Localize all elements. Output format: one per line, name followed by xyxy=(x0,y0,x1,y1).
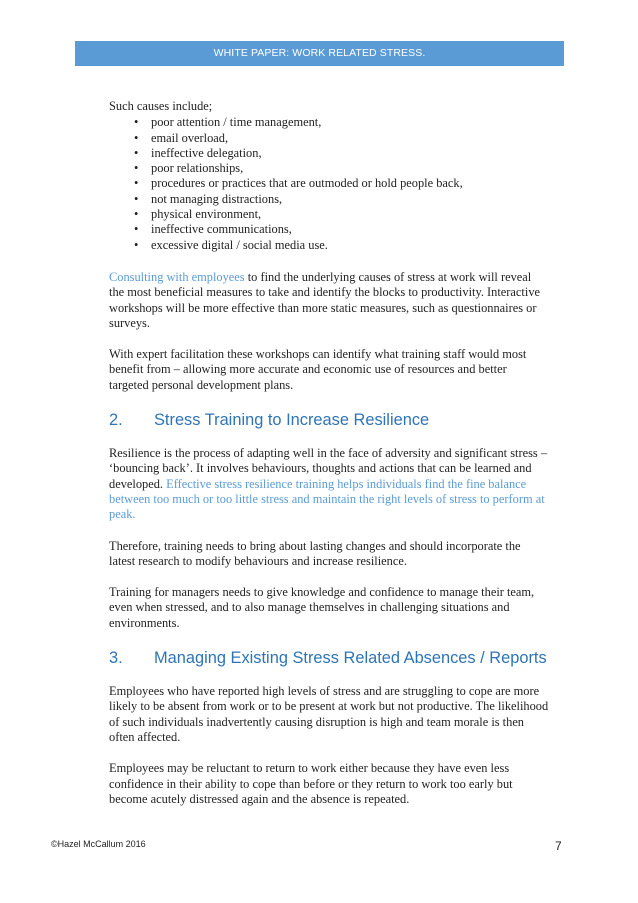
cause-text: physical environment, xyxy=(151,207,262,222)
cause-text: ineffective communications, xyxy=(151,222,292,237)
cause-list-item xyxy=(109,146,549,161)
bullet-icon: • xyxy=(134,115,139,130)
section-2-heading xyxy=(109,410,549,430)
cause-text: email overload, xyxy=(151,130,229,145)
cause-list-item xyxy=(109,238,549,253)
cause-text: excessive digital / social media use. xyxy=(151,237,328,252)
resilience-paragraph xyxy=(109,446,549,522)
consulting-paragraph-text: to find the underlying causes of stress at work will reveal the most beneficial measures to take and identify the blocks to productivity. Interactive workshops will be more effective than more static measures, such as questionnaires or surveys. xyxy=(109,269,541,330)
bullet-icon: • xyxy=(134,176,139,191)
training-changes-paragraph: Therefore, training needs to bring about lasting changes and should incorporate the latest research to modify behaviours and increase resilience. xyxy=(109,538,521,568)
cause-list-item xyxy=(109,222,549,237)
bullet-icon: • xyxy=(134,237,139,252)
section-2-title: Stress Training to Increase Resilience xyxy=(154,411,430,430)
section-3-number: 3. xyxy=(109,649,123,668)
section-3-title: Managing Existing Stress Related Absences / Reports xyxy=(154,649,547,668)
header-title: WHITE PAPER: WORK RELATED STRESS. xyxy=(213,47,426,59)
reluctance-paragraph: Employees may be reluctant to return to work either because they have even less confidence in their ability to cope than before or they return to work too early but become acutely distressed again and the absence is repeated. xyxy=(109,761,513,806)
bullet-icon: • xyxy=(134,130,139,145)
consulting-employees-link[interactable]: Consulting with employees xyxy=(109,269,245,284)
bullet-icon: • xyxy=(134,145,139,160)
footer-copyright: ©Hazel McCallum 2016 xyxy=(51,839,146,849)
absence-paragraph: Employees who have reported high levels of stress and are struggling to cope are more likely to be absent from work or to be present at work but not productive. The likelihood of such individuals inadvertently causing disruption is high and team morale is then often affected. xyxy=(109,684,549,744)
section-2-number: 2. xyxy=(109,411,123,430)
section-3-heading xyxy=(109,648,549,668)
cause-text: ineffective delegation, xyxy=(151,145,262,160)
cause-list-item xyxy=(109,115,549,130)
bullet-icon: • xyxy=(134,161,139,176)
cause-text: not managing distractions, xyxy=(151,191,283,206)
page-body xyxy=(109,99,549,807)
cause-list-item xyxy=(109,192,549,207)
cause-text: poor attention / time management, xyxy=(151,115,322,130)
page-number: 7 xyxy=(555,839,562,853)
cause-list-item xyxy=(109,176,549,191)
cause-list-item xyxy=(109,161,549,176)
facilitation-paragraph: With expert facilitation these workshops can identify what training staff would most benefit from – allowing more accurate and economic use of resources and better targeted personal development plans. xyxy=(109,347,527,392)
causes-intro: Such causes include; xyxy=(109,99,213,113)
header-banner xyxy=(75,41,564,66)
cause-list-item xyxy=(109,207,549,222)
cause-list-item xyxy=(109,131,549,146)
cause-text: procedures or practices that are outmoded or hold people back, xyxy=(151,176,463,191)
bullet-icon: • xyxy=(134,222,139,237)
consulting-paragraph xyxy=(109,270,549,331)
managers-training-paragraph: Training for managers needs to give knowledge and confidence to manage their team, even when stressed, and to also manage themselves in challenging situations and environments. xyxy=(109,585,535,630)
bullet-icon: • xyxy=(134,207,139,222)
cause-text: poor relationships, xyxy=(151,161,244,176)
bullet-icon: • xyxy=(134,191,139,206)
causes-list xyxy=(109,115,549,253)
resilience-highlight-text: Effective stress resilience training helps individuals find the fine balance between too much or too little stress and maintain the right levels of stress to perform at peak. xyxy=(109,476,545,522)
resilience-paragraph-text: Resilience is the process of adapting well in the face of adversity and significant stress – ‘bouncing back’. It involves behaviours, thoughts and actions that can be learned and developed. xyxy=(109,446,548,491)
